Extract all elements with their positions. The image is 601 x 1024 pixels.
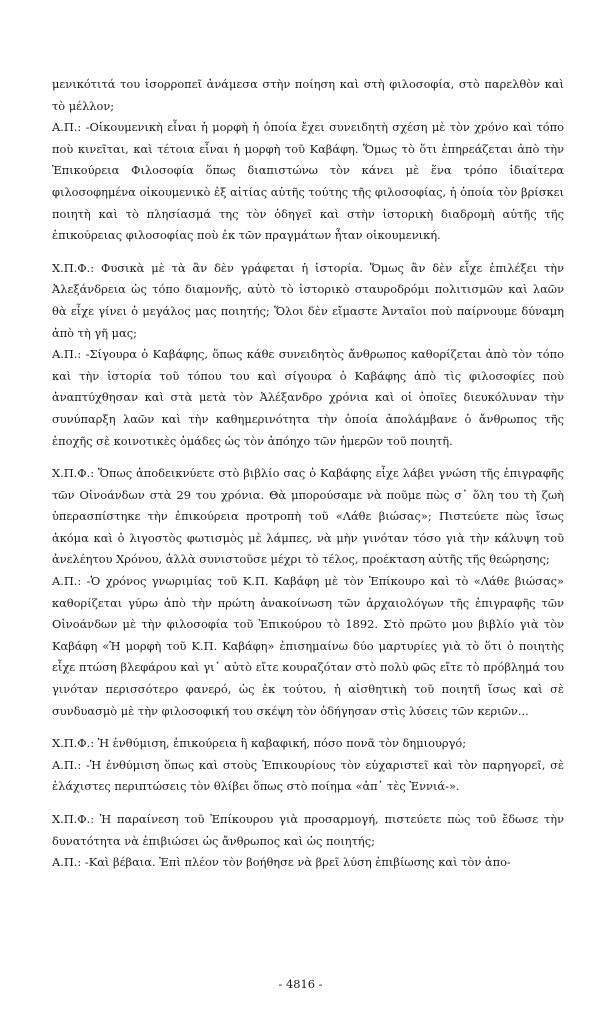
paragraph-text: Ἡ παραίνεση τοῦ Ἐπίκουρου γιὰ προσαρμογή, πιστεύετε πὼς τοῦ ἔδωσε τὴν δυνατότητα νὰ ἐπιβιώσει ὡς ἄνθρωπος καὶ ὡς ποιητής; — [52, 812, 564, 848]
paragraph-text: -Ὁ χρόνος γνωριμίας τοῦ Κ.Π. Καβάφη μὲ τὸν Ἐπίκουρο καὶ τὸ «Λάθε βιώσας» καθορίζεται γύρω ἀπὸ τὴν πρώτη ἀνακοίνωση τῶν ἀρχαιολόγων τῆς ἐπιγραφῆς τῶν Οἰνοάνδων μὲ τὴν φιλοσοφία τοῦ Ἐπικούρου τὸ 1892. Στὸ πρῶτο μου βιβλίο γιὰ τὸν Καβάφη «Ἡ μορφὴ τοῦ Κ.Π. Καβάφη» ἐπισημαίνω δύο μαρτυρίες γιὰ τὸ ὅτι ὁ ποιητὴς εἶχε πτώση βλεφάρου καὶ γι᾽ αὐτὸ εἴτε κουραζόταν στὸ πολὺ φῶς εἴτε τὸ πρόβλημά του γινόταν περισσότερο φανερό, ὡς ἐκ τούτου, ἡ αἰσθητικὴ τοῦ ποιητῆ ἴσως καὶ σὲ συνδυασμὸ μὲ τὴν φιλοσοφική του σκέψη τὸν ὁδήγησαν στὶς λύσεις τῶν κεριῶν... — [52, 574, 564, 718]
paragraph-9 — [52, 852, 564, 874]
paragraph-4 — [52, 463, 564, 571]
speaker-label: Α.Π.: — [52, 757, 82, 772]
speaker-label: Α.Π.: — [52, 855, 82, 870]
paragraph-text: -Ἡ ἐνθύμιση ὅπως καὶ στοὺς Ἐπικουρίους τὸν εὐχαριστεῖ καὶ τὸν παρηγορεῖ, σὲ ἐλάχιστες περιπτώσεις τὸν θλίβει ὅπως στὸ ποίημα «ἀπ᾽ τὲς Ἐννιά-». — [52, 757, 564, 794]
page-number: - 4816 - — [278, 977, 323, 991]
speaker-label: Χ.Π.Φ.: — [52, 736, 95, 751]
paragraph-6 — [52, 733, 564, 755]
paragraph-text: -Σίγουρα ὁ Καβάφης, ὅπως κάθε συνειδητὸς ἄνθρωπος καθορίζεται ἀπὸ τὸν τόπο καὶ τὴν ἱστορία τοῦ τόπου του καὶ σίγουρα ὁ Καβάφης ἀπὸ τὶς φιλοσοφίες ποὺ ἀναπτύχθησαν καὶ στὰ μετὰ τὸν Ἀλέξανδρο χρόνια καὶ οἱ ὁποῖες διευκόλυναν τὴν συνύπαρξη λαῶν καὶ τὴν καθημερινότητα τὴν ὁποία ἀπολάμβανε ὁ ἄνθρωπος τῆς ἐποχῆς σὲ κοινοτικὲς ὁμάδες ὡς τὸν ἀπόηχο τῶν ἡμερῶν τοῦ ποιητῆ. — [52, 347, 564, 448]
paragraph-text: -Οἰκουμενικὴ εἶναι ἡ μορφὴ ἡ ὁποία ἔχει συνειδητὴ σχέση μὲ τὸν χρόνο καὶ τόπο ποὺ κινεῖται, καὶ τέτοια εἶναι ἡ μορφὴ τοῦ Καβάφη. Ὅμως τὸ ὅτι ἐπηρεάζεται ἀπὸ τὴν Ἐπικούρεια Φιλοσοφία ὅπως διαπιστώνω τὸν κάνει μὲ ἕνα τρόπο ἰδιαίτερα φιλοσοφημένα οἰκουμενικὸ ἐξ αἰτίας αὐτῆς τούτης τῆς φιλοσοφίας, ἡ ὁποία τὸν βρίσκει ποιητὴ καὶ τὸ πλησίασμά της τὸν ὁδηγεῖ καὶ στὴν ἱστορικὴ διαδρομὴ αὐτῆς τῆς ἐπικούρειας φιλοσοφίας ποὺ ἐκ τῶν πραγμάτων ἦταν οἰκουμενική. — [52, 120, 564, 243]
paragraph-text: Ἡ ἐνθύμιση, ἐπικούρεια ἢ καβαφική, πόσο πονᾶ τὸν δημιουργό; — [94, 736, 467, 751]
speaker-label: Α.Π.: — [52, 120, 82, 135]
paragraph-7 — [52, 755, 564, 798]
speaker-label: Χ.Π.Φ.: — [52, 812, 95, 826]
speaker-label: Α.Π.: — [52, 347, 82, 362]
paragraph-8 — [52, 809, 564, 852]
paragraph-text: Ὅπως ἀποδεικνύετε στὸ βιβλίο σας ὁ Καβάφης εἶχε λάβει γνώση τῆς ἐπιγραφῆς τῶν Οἰνοάνδων στὰ 29 του χρόνια. Θὰ μπορούσαμε νὰ ποῦμε πὼς σ᾽ ὅλη του τὴ ζωὴ ὑπερασπίστηκε τὴν ἐπικούρεια προτροπὴ τοῦ «Λάθε βιώσας»; Πιστεύετε πὼς ἴσως ἀκόμα καὶ ὁ λιγοστὸς φωτισμὸς μὲ λάμπες, νὰ μὴν γινόταν τόσο γιὰ τὴν κάλυψη τοῦ ἀνελέητου Χρόνου, ἀλλὰ συνιστοῦσε μέχρι τὸ τέλος, προέκταση αὐτῆς τῆς θεώρησης; — [52, 466, 564, 567]
interview-text — [52, 74, 564, 874]
paragraph-text: μενικότιτά του ἰσορροπεῖ ἀνάμεσα στὴν ποίηση καὶ στὴ φιλοσοφία, στὸ παρελθὸν καὶ τὸ μέλλον; — [52, 77, 564, 113]
paragraph-3 — [52, 344, 564, 452]
speaker-label: Χ.Π.Φ.: — [52, 260, 95, 275]
speaker-label: Α.Π.: — [52, 574, 82, 589]
paragraph-1 — [52, 117, 564, 247]
paragraph-5 — [52, 571, 564, 722]
paragraph-text: -Καὶ βέβαια. Ἐπὶ πλέον τὸν βοήθησε νὰ βρεῖ λύση ἐπιβίωσης καὶ τὸν ἀπο- — [81, 855, 511, 870]
paragraph-2 — [52, 258, 564, 344]
speaker-label: Χ.Π.Φ.: — [52, 466, 95, 481]
paragraph-text: Φυσικὰ μὲ τὰ ἂν δὲν γράφεται ἡ ἱστορία. Ὅμως ἂν δὲν εἶχε ἐπιλέξει τὴν Ἀλεξάνδρεια ὡς τόπο διαμονῆς, αὐτὸ τὸ ἱστορικὸ σταυροδρόμι πολιτισμῶν καὶ λαῶν θὰ εἶχε γίνει ὁ μεγάλος μας ποιητής; Ὅλοι δὲν εἴμαστε Ἀνταῖοι ποὺ παίρνουμε δύναμη ἀπὸ τὴ γῆ μας; — [52, 260, 564, 340]
paragraph-0 — [52, 74, 564, 117]
